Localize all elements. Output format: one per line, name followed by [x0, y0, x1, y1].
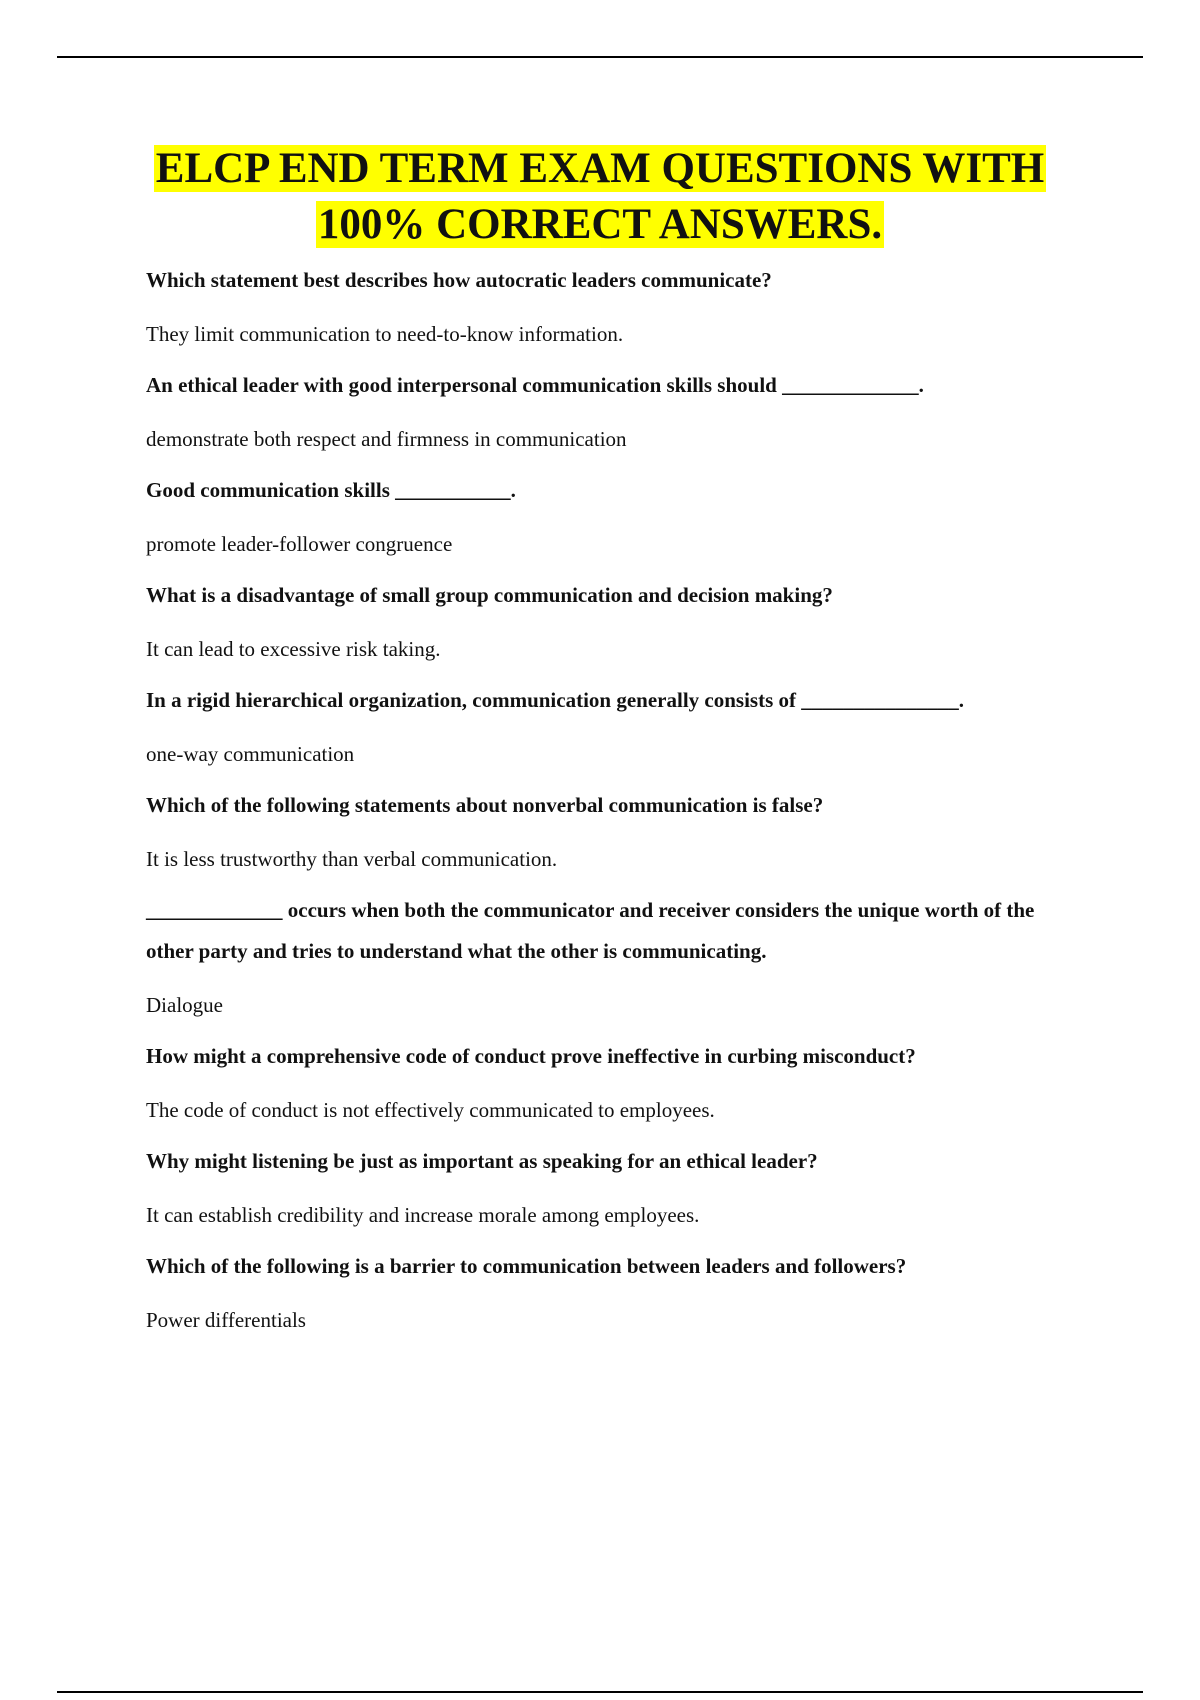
- answer-text: They limit communication to need-to-know information.: [146, 322, 624, 346]
- page-title: [0, 141, 1200, 253]
- qa-list: [146, 260, 1086, 1351]
- question-text: _____________ occurs when both the communicator and receiver considers the unique worth of the other party and tries to understand what the other is communicating.: [146, 898, 1035, 963]
- title-line-2: 100% CORRECT ANSWERS.: [317, 201, 883, 248]
- answer-text: It is less trustworthy than verbal communication.: [146, 847, 558, 871]
- answer-text: promote leader-follower congruence: [146, 532, 453, 556]
- answer-text: The code of conduct is not effectively communicated to employees.: [146, 1098, 715, 1122]
- answer-text: Dialogue: [146, 993, 223, 1017]
- question-text: What is a disadvantage of small group communication and decision making?: [146, 583, 833, 607]
- answer-text: It can establish credibility and increase morale among employees.: [146, 1203, 700, 1227]
- question-text: Why might listening be just as important as speaking for an ethical leader?: [146, 1149, 818, 1173]
- question-text: An ethical leader with good interpersonal communication skills should _____________.: [146, 373, 924, 397]
- qa-item: [146, 260, 1086, 349]
- question-text: Which of the following statements about nonverbal communication is false?: [146, 793, 824, 817]
- top-rule: [57, 56, 1143, 58]
- title-line-1: ELCP END TERM EXAM QUESTIONS WITH: [155, 145, 1045, 192]
- qa-item: [146, 680, 1086, 769]
- qa-item: [146, 785, 1086, 874]
- answer-text: demonstrate both respect and firmness in communication: [146, 427, 627, 451]
- qa-item: [146, 470, 1086, 559]
- question-text: How might a comprehensive code of conduct prove ineffective in curbing misconduct?: [146, 1044, 916, 1068]
- qa-item: [146, 1246, 1086, 1335]
- bottom-rule: [57, 1691, 1143, 1693]
- qa-item: [146, 1036, 1086, 1125]
- answer-text: one-way communication: [146, 742, 355, 766]
- question-text: Good communication skills ___________.: [146, 478, 516, 502]
- qa-item: [146, 575, 1086, 664]
- question-text: Which statement best describes how autocratic leaders communicate?: [146, 268, 772, 292]
- question-text: Which of the following is a barrier to communication between leaders and followers?: [146, 1254, 907, 1278]
- qa-item: [146, 365, 1086, 454]
- answer-text: Power differentials: [146, 1308, 306, 1332]
- qa-item: [146, 890, 1086, 1020]
- answer-text: It can lead to excessive risk taking.: [146, 637, 441, 661]
- qa-item: [146, 1141, 1086, 1230]
- question-text: In a rigid hierarchical organization, communication generally consists of _______________.: [146, 688, 964, 712]
